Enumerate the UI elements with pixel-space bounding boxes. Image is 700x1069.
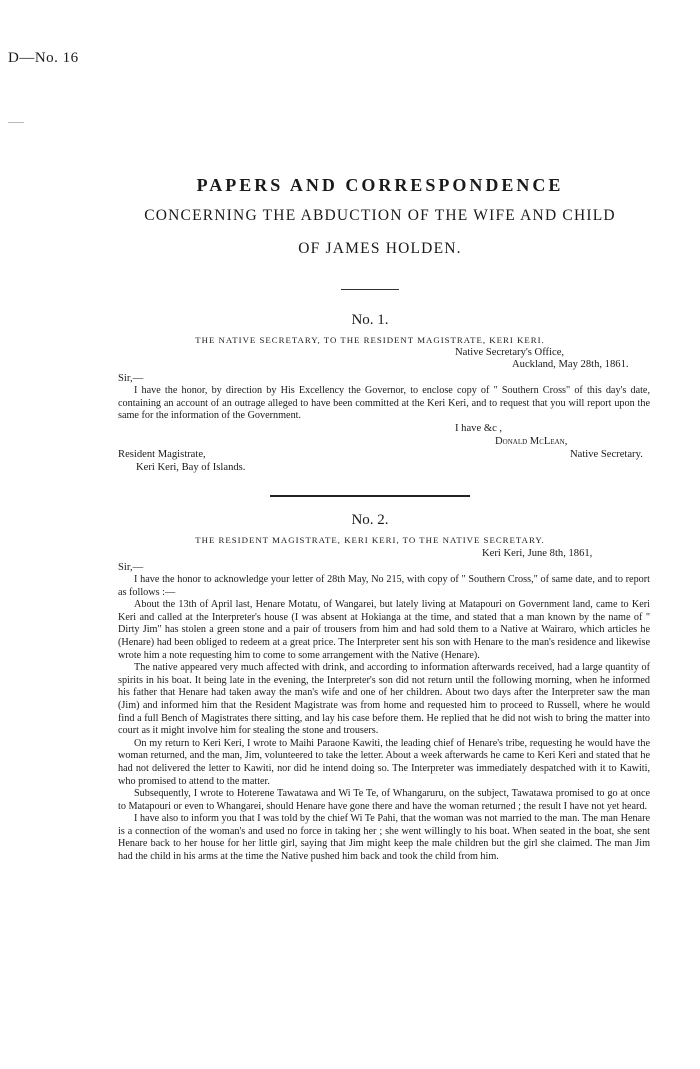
letter-1-addressee-line-1: Resident Magistrate, [118, 449, 206, 460]
letter-1-number: No. 1. [351, 312, 389, 328]
subtitle-line-1: CONCERNING THE ABDUCTION OF THE WIFE AND CHILD [144, 207, 616, 224]
letter-1-date: Auckland, May 28th, 1861. [512, 359, 629, 370]
letter-1-closing: I have &c , [455, 423, 503, 434]
paragraph: I have the honor, by direction by His Excellency the Governor, to enclose copy of " Southern Cross" of this day's date, containing an account of an outrage alleged to have been committed at the Keri Keri, and to request that you will report upon the same for the information of the Government. [118, 385, 650, 422]
document-number: D—No. 16 [8, 50, 79, 66]
letter-2-salutation: Sir,— [118, 562, 144, 573]
letter-1-body [118, 385, 650, 423]
letter-2-heading: THE RESIDENT MAGISTRATE, KERI KERI, TO THE NATIVE SECRETARY. [195, 535, 545, 545]
letter-2-date: Keri Keri, June 8th, 1861, [482, 548, 593, 559]
paragraph: I have also to inform you that I was told by the chief Wi Te Pahi, that the woman was not married to the man. The man Henare is a connection of the woman's and used no force in taking her ; she went willingly to his boat. When seated in the boat, she sent Henare back to her house for her little girl, saying that Jim might keep the male children but the girl she claimed. The man Jim had the child in his arms at the time the Native pushed him back and took the child from him. [118, 813, 650, 863]
letter-1-salutation: Sir,— [118, 373, 144, 384]
section-divider [270, 495, 470, 497]
subtitle-line-2: OF JAMES HOLDEN. [298, 240, 462, 257]
margin-mark [8, 122, 24, 123]
letter-1-addressee-line-2: Keri Keri, Bay of Islands. [136, 462, 246, 473]
letter-1-signature-title: Native Secretary. [570, 449, 643, 460]
paragraph: I have the honor to acknowledge your letter of 28th May, No 215, with copy of " Southern Cross," of same date, and to report as follows :— [118, 574, 650, 598]
letter-1-signature-name: Donald McLean, [495, 436, 568, 447]
paragraph: On my return to Keri Keri, I wrote to Maihi Paraone Kawiti, the leading chief of Henare's tribe, requesting he would have the woman returned, and the man, Jim, volunteered to take the letter. About a week afterwards he came to Keri Keri and stated that he had not delivered the letter to Kawiti, nor did he intend doing so. The Interpreter was immediately despatched with it to Kawiti, who promised to attend to the matter. [118, 737, 650, 787]
letter-2-body [118, 574, 650, 864]
paragraph: The native appeared very much affected with drink, and according to information afterwards received, had a large quantity of spirits in his boat. It being late in the evening, the Interpreter's son did not return until the following morning, when he informed his father that Henare had taken away the man's wife and one of her children. About two days after the Interpreter saw the man (Jim) and informed him that the Resident Magistrate was from home and requested him to proceed to Russell, where he would find a full Bench of Magistrates there sitting, and lay his case before them. He replied that he did not wish to bring the matter into court as it might involve him for stealing the stone and trousers. [118, 662, 650, 737]
paragraph: Subsequently, I wrote to Hoterene Tawatawa and Wi Te Te, of Whangaruru, on the subject, Tawatawa promised to go at once to Matapouri or even to Whangarei, should Henare have gone there and have the woman returned ; the result I have not yet heard. [118, 788, 650, 812]
main-title: PAPERS AND CORRESPONDENCE [196, 175, 564, 195]
letter-2-number: No. 2. [351, 512, 389, 528]
paragraph: About the 13th of April last, Henare Motatu, of Wangarei, but lately living at Matapouri on Government land, came to Keri Keri and called at the Interpreter's house (I was absent at Hokianga at the time, and stated that a man known by the name of " Dirty Jim" has stolen a green stone and a pair of trousers from him and had sold them to a Native at Wairaro, which articles he (Henare) had been obliged to redeem at a great price. The Interpreter sent his son with Henare to the man's residence and likewise wrote him a note requesting him to come to some arrangement with the Native (Henare). [118, 599, 650, 661]
letter-1-office: Native Secretary's Office, [455, 347, 565, 358]
letter-1-heading: THE NATIVE SECRETARY, TO THE RESIDENT MAGISTRATE, KERI KERI. [195, 335, 545, 345]
title-divider [341, 289, 399, 290]
